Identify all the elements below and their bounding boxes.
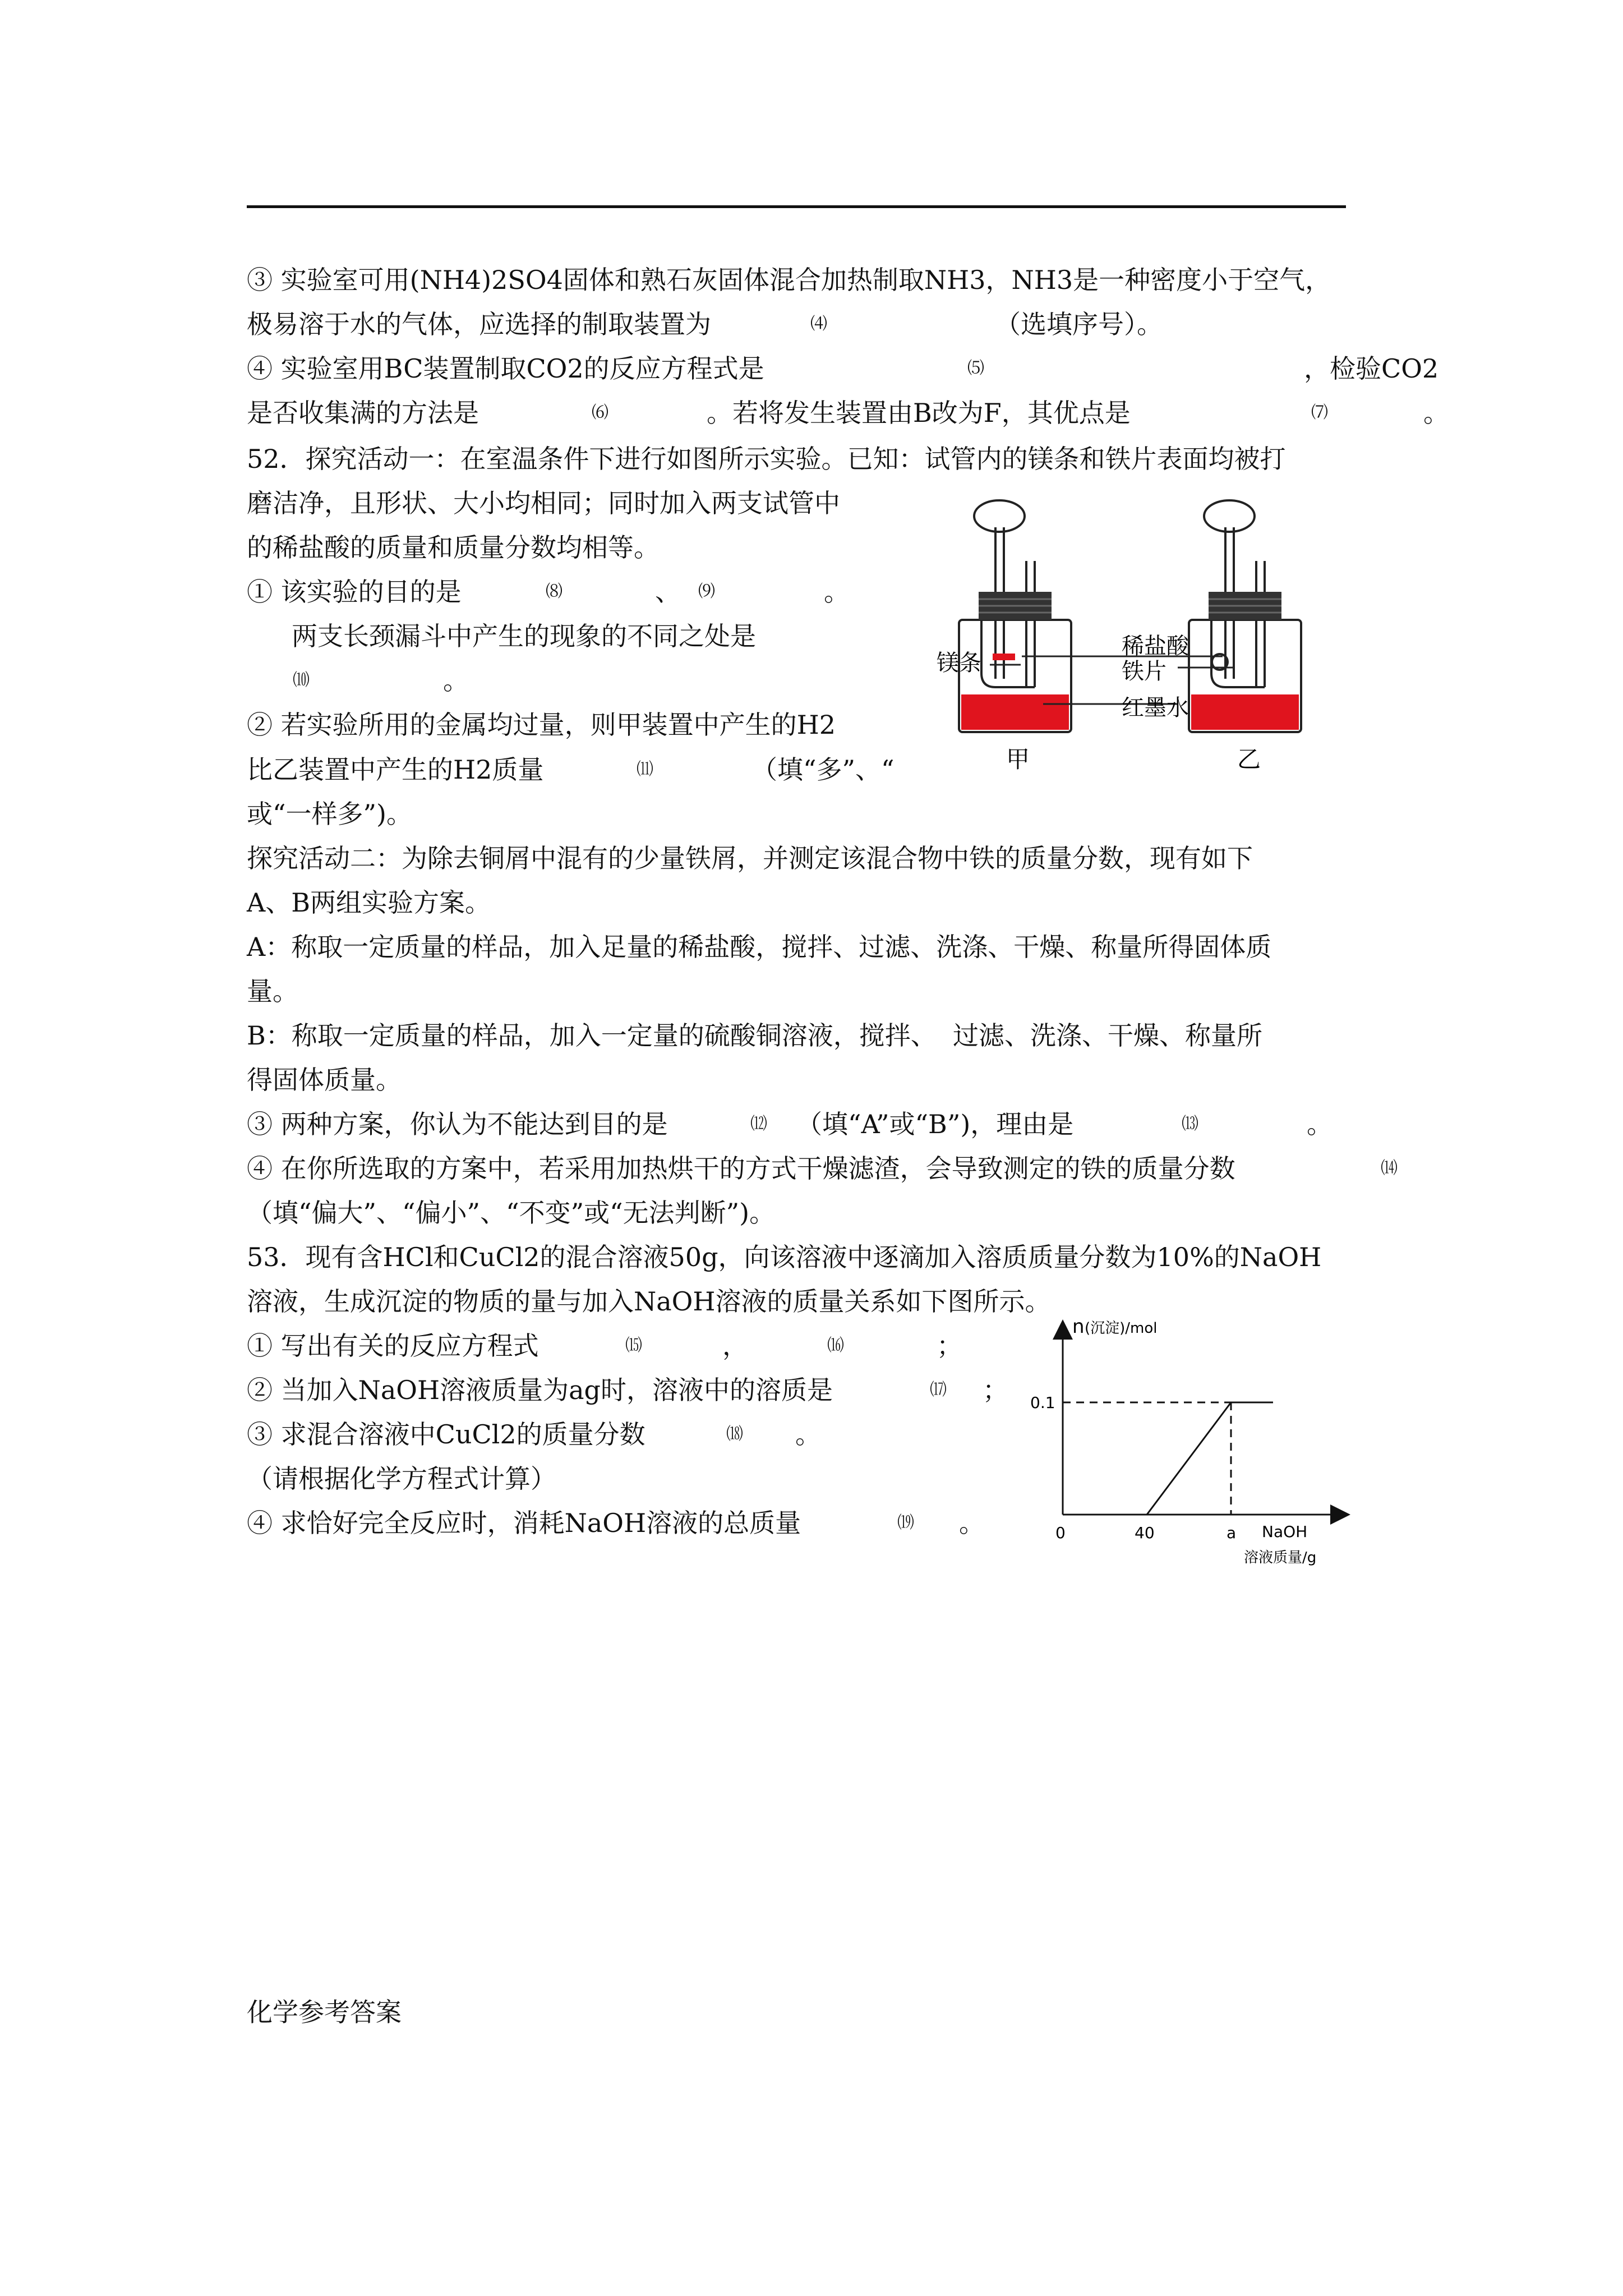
text-line-q53-intro2: 溶液，生成沉淀的物质的量与加入NaOH溶液的质量关系如下图所示。 [247,1286,1051,1317]
label-yi: 乙 [1237,746,1261,773]
answer-blank-11[interactable]: ⑾ [637,760,653,779]
text-line-q52-purpose: ① 该实验的目的是 [247,577,462,607]
text-line-q53-intro: 53．现有含HCl和CuCl2的混合溶液50g，向该溶液中逐滴加入溶质质量分数为10%的NaOH [247,1242,1322,1272]
text-line-q52-intro: 52．探究活动一：在室温条件下进行如图所示实验。已知：试管内的镁条和铁片表面均被打 [247,444,1286,474]
answer-blank-17[interactable]: ⒄ [930,1380,947,1400]
answer-blank-15[interactable]: ⒂ [625,1336,642,1355]
answer-blank-8[interactable]: ⑻ [546,582,562,601]
text-line-q53-semi1: ； [937,1331,962,1361]
text-line-q52-end3: 。 [1307,1109,1332,1139]
y-tick-0.1: 0.1 [1030,1393,1055,1412]
text-line-q52-compare: 比乙装置中产生的H2质量 [247,754,544,785]
answer-blank-14[interactable]: ⒁ [1381,1158,1398,1178]
y-axis-label-main: n [1072,1315,1085,1338]
text-line-q53-end2: 。 [959,1508,985,1538]
text-line-q52-funnel: 两支长颈漏斗中产生的现象的不同之处是 [292,621,756,651]
x-axis-label-sub: 溶液质量/g [1244,1549,1317,1566]
text-line-q52-choice: ③ 两种方案，你认为不能达到目的是 [247,1109,668,1139]
red-ink-jia [961,694,1069,730]
answer-blank-9[interactable]: ⑼ [698,582,715,601]
text-line-q4-end: 。 [1423,398,1449,428]
label-jia: 甲 [1006,746,1030,773]
text-line-q52-fill-options: （填“多”、“ [751,754,895,785]
label-ink: 红墨水 [1122,695,1189,721]
text-line-q52-cond2: 的稀盐酸的质量和质量分数均相等。 [247,532,660,563]
text-line-q3-device: 极易溶于水的气体，应选择的制取装置为 [247,309,711,339]
text-line-q52-cond1: 磨洁净，且形状、大小均相同；同时加入两支试管中 [247,488,840,518]
text-line-q4-advantage: 。若将发生装置由B改为F，其优点是 [707,398,1131,428]
text-line-q53-semi2: ； [983,1375,1008,1405]
text-line-q53-total: ④ 求恰好完全反应时，消耗NaOH溶液的总质量 [247,1508,801,1538]
label-fe: 铁片 [1122,659,1166,684]
text-line-q53-end1: 。 [795,1419,821,1450]
answer-blank-4[interactable]: ⑷ [810,314,827,334]
answer-blank-18[interactable]: ⒅ [726,1424,743,1444]
text-line-plan-b-cont: 得固体质量。 [247,1065,402,1095]
text-line-q52-sep: 、 [655,577,681,607]
label-mg: 镁条 [937,650,981,676]
answer-blank-5[interactable]: ⑸ [967,358,984,378]
header-rule [247,205,1346,208]
text-line-plan-a: A：称取一定质量的样品，加入足量的稀盐酸，搅拌、过滤、洗涤、干燥、称量所得固体质 [247,932,1272,962]
answer-blank-13[interactable]: ⒀ [1182,1114,1198,1134]
text-line-q53-solute: ② 当加入NaOH溶液质量为ag时，溶液中的溶质是 [247,1375,833,1405]
apparatus-figure [937,494,1363,785]
text-line-q4-co2: ，检验CO2 [1304,353,1439,384]
text-line-q53-note: （请根据化学方程式计算） [247,1464,556,1494]
label-hcl: 稀盐酸 [1122,633,1189,659]
answer-blank-10[interactable]: ⑽ [293,670,310,690]
text-line-q52-excess: ② 若实验所用的金属均过量，则甲装置中产生的H2 [247,710,836,740]
y-axis-label-sub: (沉淀)/mol [1085,1320,1158,1337]
text-line-plan-a-cont: 量。 [247,976,298,1006]
x-axis-label-main: NaOH [1262,1522,1308,1541]
answer-blank-6[interactable]: ⑹ [592,403,608,422]
text-line-activity2: 探究活动二：为除去铜屑中混有的少量铁屑，并测定该混合物中铁的质量分数，现有如下 [247,843,1253,873]
x-tick-0: 0 [1055,1524,1066,1542]
text-line-q3-hint: （选填序号）。 [995,309,1163,339]
answer-blank-16[interactable]: ⒃ [827,1336,844,1355]
text-line-q4-collect: 是否收集满的方法是 [247,398,479,428]
x-tick-a: a [1227,1524,1237,1542]
text-line-q52-end1: 。 [824,577,850,607]
red-ink-yi [1191,694,1299,730]
text-line-q52-reason: （填“A”或“B”)，理由是 [796,1109,1074,1139]
text-line-q52-end2: 。 [443,665,469,696]
text-line-q53-comma: ， [722,1331,748,1361]
mg-strip [993,654,1015,660]
answer-blank-12[interactable]: ⑿ [750,1114,767,1134]
answer-blank-7[interactable]: ⑺ [1311,403,1328,422]
text-line-q53-equations: ① 写出有关的反应方程式 [247,1331,539,1361]
text-line-q53-cucl2: ③ 求混合溶液中CuCl2的质量分数 [247,1419,645,1450]
text-line-q52-same: 或“一样多”)。 [247,799,412,829]
text-line-activity2-plans: A、B两组实验方案。 [247,887,491,918]
series-line [1063,1402,1273,1515]
precipitate-chart [1021,1313,1368,1582]
answer-blank-19[interactable]: ⒆ [897,1513,914,1533]
text-line-q3-nh3: ③ 实验室可用(NH4)2SO4固体和熟石灰固体混合加热制取NH3，NH3是一种密度小于空气， [247,265,1331,295]
footer-answer-title: 化学参考答案 [247,1997,402,2027]
text-line-plan-b: B：称取一定质量的样品，加入一定量的硫酸铜溶液，搅拌、 过滤、洗涤、干燥、称量所 [247,1020,1263,1051]
text-line-q52-dry: ④ 在你所选取的方案中，若采用加热烘干的方式干燥滤渣，会导致测定的铁的质量分数 [247,1153,1235,1184]
text-line-q4-equation: ④ 实验室用BC装置制取CO2的反应方程式是 [247,353,764,384]
x-tick-40: 40 [1135,1524,1155,1542]
text-line-q52-options: （填“偏大”、“偏小”、“不变”或“无法判断”)。 [247,1198,776,1228]
